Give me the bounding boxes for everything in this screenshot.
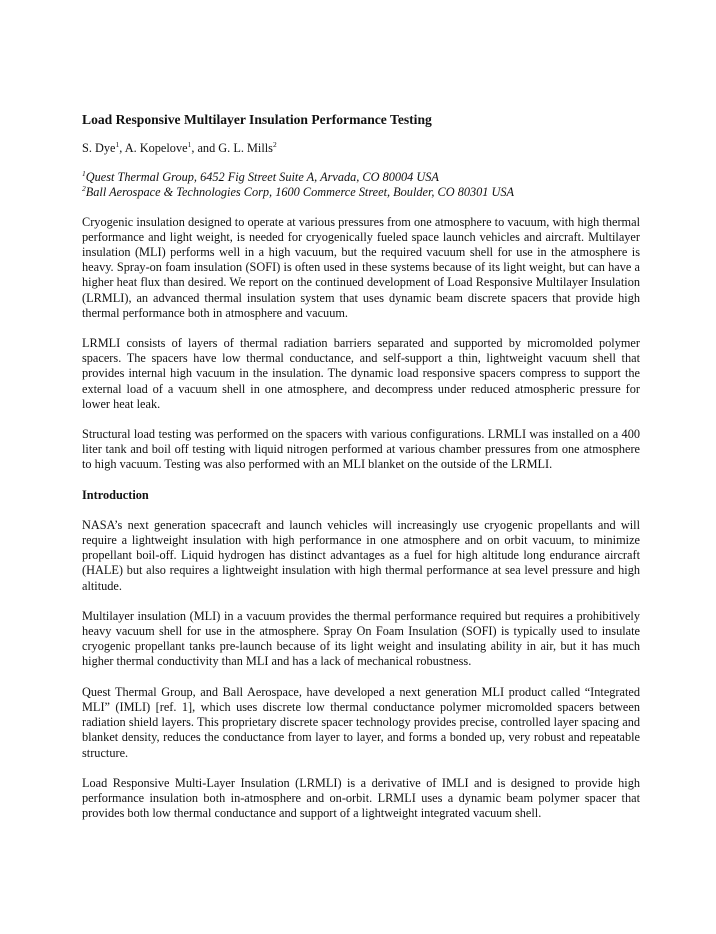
author-separator: , and bbox=[191, 141, 219, 155]
introduction-paragraph: NASA’s next generation spacecraft and launch vehicles will increasingly use cryogenic propellants and will require a lightweight insulation with high performance in one atmosphere and on orbit vacuum, to minimize propellant boil-off. Liquid hydrogen has distinct advantages as a fuel for high altitude long endurance aircraft (HALE) but also requires a lightweight insulation with high thermal performance at sea level pressure and high altitude. bbox=[82, 517, 640, 593]
author-affiliation-mark: 2 bbox=[272, 140, 277, 149]
affiliations bbox=[82, 170, 640, 200]
affiliation-text: Quest Thermal Group, 6452 Fig Street Suite A, Arvada, CO 80004 USA bbox=[85, 170, 439, 185]
affiliation-line bbox=[82, 185, 640, 200]
paper-page bbox=[82, 111, 640, 836]
author-affiliation-mark: 1 bbox=[187, 140, 192, 149]
affiliation-mark: 2 bbox=[82, 184, 86, 194]
introduction-paragraph: Quest Thermal Group, and Ball Aerospace, have developed a next generation MLI product called “Integrated MLI” (IMLI) [ref. 1], which uses discrete low thermal conductance polymer micromolded spacers between radiation shield layers. This proprietary discrete spacer technology provides precise, controlled layer spacing and blanket density, reduces the conductance from layer to layer, and forms a bonded up, very robust and repeatable structure. bbox=[82, 684, 640, 760]
abstract-paragraph: Structural load testing was performed on the spacers with various configurations. LRMLI was installed on a 400 liter tank and boil off testing with liquid nitrogen performed at various chamber pressures from one atmosphere to high vacuum. Testing was also performed with an MLI blanket on the outside of the LRMLI. bbox=[82, 427, 640, 472]
paper-title: Load Responsive Multilayer Insulation Performance Testing bbox=[82, 112, 432, 127]
introduction-paragraph: Multilayer insulation (MLI) in a vacuum provides the thermal performance required but requires a prohibitively heavy vacuum shell for use in the atmosphere. Spray On Foam Insulation (SOFI) is typically used to insulate cryogenic propellant tanks pre-launch because of its light weight and insulating ability in air, but it has much higher thermal conductivity than MLI and has a lack of mechanical robustness. bbox=[82, 608, 640, 669]
author-line bbox=[82, 141, 640, 156]
abstract-paragraph: LRMLI consists of layers of thermal radiation barriers separated and supported by micromolded polymer spacers. The spacers have low thermal conductance, and self-support a thin, lightweight vacuum shell that provides internal high vacuum in the insulation. The dynamic load responsive spacers compress to support the external load of a vacuum shell in one atmosphere, and decompress under reduced atmospheric pressure for lower heat leak. bbox=[82, 336, 640, 411]
author-separator: , bbox=[119, 141, 125, 155]
author-affiliation-mark: 1 bbox=[115, 140, 120, 149]
abstract-paragraph: Cryogenic insulation designed to operate at various pressures from one atmosphere to vacuum, with high thermal performance and light weight, is needed for cryogenically fueled space launch vehicles and aircraft. Multilayer insulation (MLI) performs well in a high vacuum, but the required vacuum shell for use in the atmosphere is heavy. Spray-on foam insulation (SOFI) is often used in these systems because of its light weight, but can have a higher heat flux than desired. We report on the continued development of Load Responsive Multilayer Insulation (LRMLI), an advanced thermal insulation system that uses dynamic beam discrete spacers that provide high thermal performance both in atmosphere and vacuum. bbox=[82, 214, 640, 320]
author-name: A. Kopelove bbox=[124, 141, 188, 155]
author-name: G. L. Mills bbox=[218, 141, 273, 155]
section-heading-introduction: Introduction bbox=[82, 487, 149, 502]
affiliation-mark: 1 bbox=[82, 169, 86, 179]
introduction-paragraph: Load Responsive Multi-Layer Insulation (LRMLI) is a derivative of IMLI and is designed to provide high performance insulation both in-atmosphere and on-orbit. LRMLI uses a dynamic beam polymer spacer that provides both low thermal conductance and support of a lightweight integrated vacuum shell. bbox=[82, 775, 640, 821]
affiliation-text: Ball Aerospace & Technologies Corp, 1600 Commerce Street, Boulder, CO 80301 USA bbox=[85, 185, 515, 200]
author-name: S. Dye bbox=[82, 141, 116, 155]
affiliation-line bbox=[82, 170, 640, 185]
